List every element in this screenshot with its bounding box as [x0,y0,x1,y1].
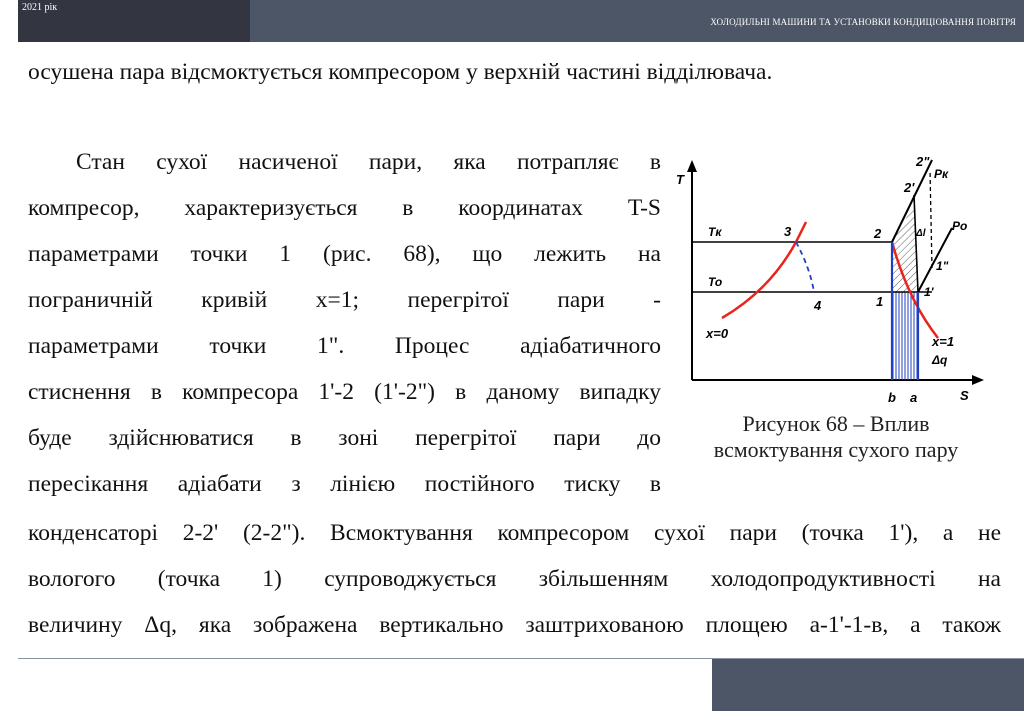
label-1prime: 1' [924,285,934,299]
throttle-line [796,242,814,292]
full-line-3: величину Δq, яка зображена вертикально заштрихованою площею а-1'-1-в, а також [28,612,1001,638]
label-x0: x=0 [706,326,729,341]
label-S: S [960,388,969,403]
label-2prime: 2' [904,180,915,195]
s-axis-arrow [972,375,984,385]
para-line-3: пограничній кривій x=1; перегрітої пари - [28,287,661,313]
text-line-top: осушена пара відсмоктується компресором у верхній частині відділювача. [28,59,773,85]
ts-diagram [670,150,1000,410]
label-b: b [888,390,896,405]
footer-bar [712,659,1024,711]
label-Tk: Tк [708,225,722,239]
adiabat-1pp-2pp [930,170,932,268]
label-4: 4 [814,298,822,313]
para-line-7: пересікання адіабати з лінією постійного тиску в [28,471,661,497]
t-axis-arrow [687,160,697,172]
header-title-block [250,0,1024,42]
label-dl: Δl [916,228,926,239]
label-a: a [910,390,918,405]
liquid-line-x0 [722,222,806,318]
label-1pp: 1" [936,259,949,273]
label-T: T [676,172,684,187]
full-line-2: вологого (точка 1) супроводжується збільшенням холодопродуктивності на [28,566,1001,592]
para-line-1: компресор, характеризується в координатах T-S [28,195,661,221]
para-line-6: буде здійснюватися в зоні перегрітої пари до [28,425,661,451]
label-To: To [708,275,723,289]
full-line-1: конденсаторі 2-2' (2-2"). Всмоктування компресором сухої пари (точка 1'), а не [28,520,1001,546]
label-2pp: 2" [916,154,930,169]
para-line-4: параметрами точки 1". Процес адіабатичного [28,333,661,359]
ts-diagram-figure [670,150,1000,410]
label-2: 2 [874,226,882,241]
label-3: 3 [784,224,792,239]
para-line-0: Стан сухої насиченої пари, яка потрапляє в [76,149,661,175]
label-Po: Po [952,219,968,233]
header-course-title: ХОЛОДИЛЬНІ МАШИНИ ТА УСТАНОВКИ КОНДИЦІОВАННЯ ПОВІТРЯ [710,17,1016,27]
figure-caption [676,411,996,463]
header-year-block [18,0,250,42]
paragraph-column [28,148,661,498]
label-Pk: Pк [934,167,949,181]
para-line-2: параметрами точки 1 (рис. 68), що лежить на [28,241,661,267]
dq-area [892,292,918,380]
label-dq: Δq [932,353,948,367]
caption-line-1: Рисунок 68 – Вплив [742,411,930,436]
label-1: 1 [876,294,884,309]
para-line-5: стиснення в компресора 1'-2 (1'-2") в даному випадку [28,379,661,405]
header-year: 2021 рік [22,2,58,13]
caption-line-2: всмоктування сухого пару [713,437,959,462]
label-x1: x=1 [932,334,955,349]
